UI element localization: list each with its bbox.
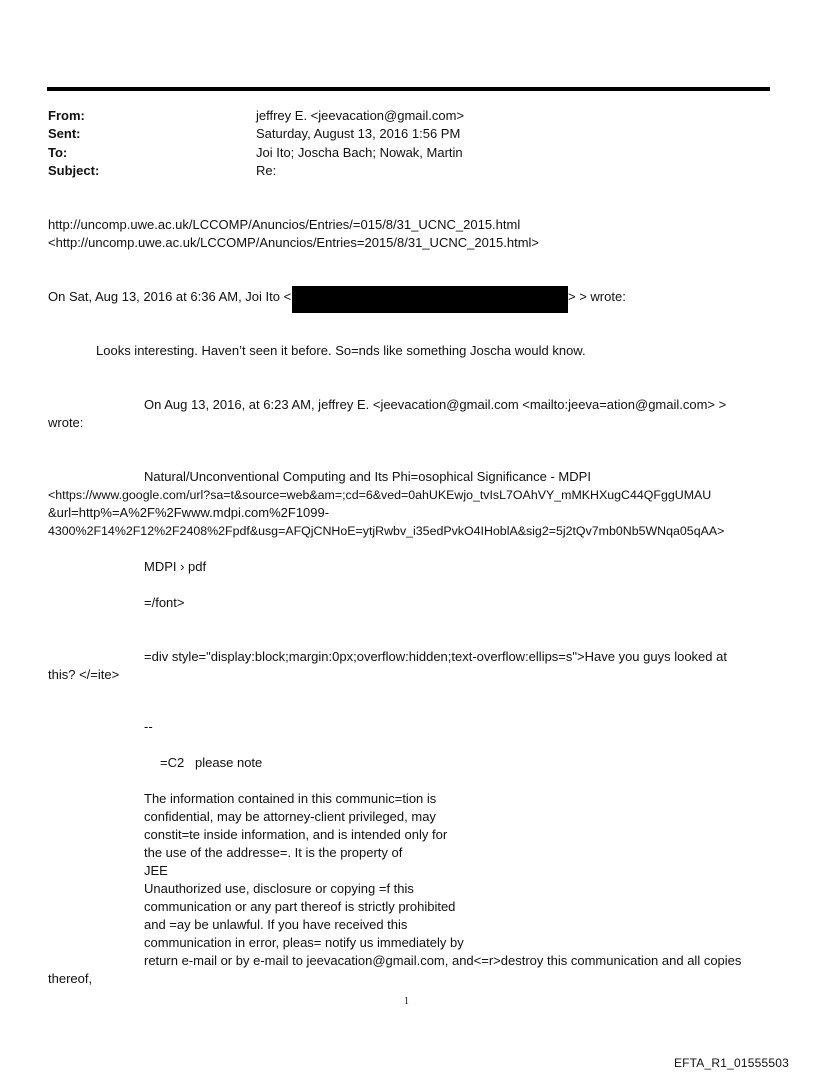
from-value: jeffrey E. <jeevacation@gmail.com> bbox=[256, 108, 465, 123]
bates-number: EFTA_R1_01555503 bbox=[673, 1056, 789, 1070]
mdpi-pdf: MDPI › pdf bbox=[144, 559, 207, 574]
subject-label: Subject: bbox=[48, 163, 100, 178]
from-label: From: bbox=[48, 108, 85, 123]
disclaimer-line-1: The information contained in this communic=tion is bbox=[144, 791, 437, 806]
joi-reply: Looks interesting. Haven’t seen it before. So=nds like something Joscha would know. bbox=[96, 343, 586, 358]
redaction-box bbox=[292, 286, 568, 313]
header-divider bbox=[47, 87, 770, 91]
sent-value: Saturday, August 13, 2016 1:56 PM bbox=[256, 126, 461, 141]
page-number: 1 bbox=[404, 996, 409, 1007]
disclaimer-line-5: JEE bbox=[144, 863, 168, 878]
div-line-2: this? </=ite> bbox=[48, 667, 120, 682]
please-note: =C2 please note bbox=[160, 755, 263, 770]
jeffrey-wrote-line-2: wrote: bbox=[48, 415, 84, 430]
disclaimer-line-9: communication in error, pleas= notify us immediately by bbox=[144, 935, 464, 950]
to-label: To: bbox=[48, 145, 68, 160]
disclaimer-line-6: Unauthorized use, disclosure or copying =f this bbox=[144, 881, 414, 896]
signature-dash: -- bbox=[144, 719, 153, 734]
disclaimer-line-8: and =ay be unlawful. If you have received this bbox=[144, 917, 408, 932]
disclaimer-line-4: the use of the addresse=. It is the property of bbox=[144, 845, 403, 860]
sent-label: Sent: bbox=[48, 126, 81, 141]
disclaimer-line-11: thereof, bbox=[48, 971, 93, 986]
subject-value: Re: bbox=[256, 163, 277, 178]
div-line-1: =div style="display:block;margin:0px;overflow:hidden;text-overflow:ellips=s">Have you guys looked at bbox=[144, 649, 727, 664]
disclaimer-line-7: communication or any part thereof is strictly prohibited bbox=[144, 899, 456, 914]
jeffrey-wrote-line-1: On Aug 13, 2016, at 6:23 AM, jeffrey E. <jeevacation@gmail.com <mailto:jeeva=ation@gmail.com> > bbox=[144, 397, 727, 412]
joi-wrote-suffix: > > wrote: bbox=[568, 289, 626, 304]
url-line-1: http://uncomp.uwe.ac.uk/LCCOMP/Anuncios/Entries/=015/8/31_UCNC_2015.html bbox=[48, 217, 521, 232]
url-line-2: <http://uncomp.uwe.ac.uk/LCCOMP/Anuncios/Entries=2015/8/31_UCNC_2015.html> bbox=[48, 235, 540, 250]
mdpi-link-line-1: <https://www.google.com/url?sa=t&source=web&am=;cd=6&ved=0ahUKEwjo_tvIsL7OAhVY_mMKHXugC44QFggUMAU bbox=[48, 488, 712, 502]
disclaimer-line-2: confidential, may be attorney-client privileged, may bbox=[144, 809, 436, 824]
font-close: =/font> bbox=[144, 595, 185, 610]
disclaimer-line-3: constit=te inside information, and is intended only for bbox=[144, 827, 448, 842]
mdpi-title: Natural/Unconventional Computing and Its Phi=osophical Significance - MDPI bbox=[144, 469, 591, 484]
joi-wrote-prefix: On Sat, Aug 13, 2016 at 6:36 AM, Joi Ito < bbox=[48, 289, 292, 304]
disclaimer-line-10: return e-mail or by e-mail to jeevacation@gmail.com, and<=r>destroy this communication and all copies bbox=[144, 953, 742, 968]
to-value: Joi Ito; Joscha Bach; Nowak, Martin bbox=[256, 145, 463, 160]
mdpi-link-line-3: 4300%2F14%2F12%2F2408%2Fpdf&usg=AFQjCNHoE=ytjRwbv_i35edPvkO4IHoblA&sig2=5j2tQv7mb0Nb5WNqa05qAA> bbox=[48, 524, 725, 538]
mdpi-link-line-2: &url=http%=A%2F%2Fwww.mdpi.com%2F1099- bbox=[48, 505, 330, 520]
